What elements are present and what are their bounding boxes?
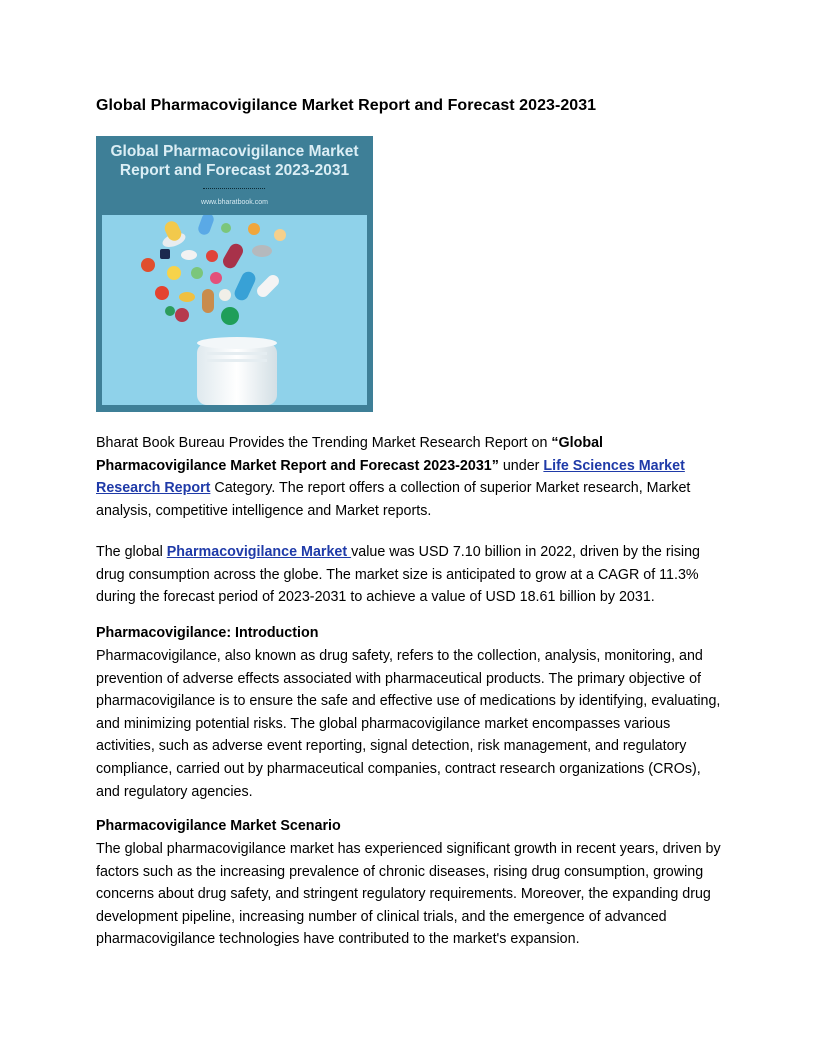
- market-paragraph: [96, 541, 724, 609]
- category-link[interactable]: Life Sciences Market Research Report: [96, 457, 685, 497]
- report-title-quote: “Global Pharmacovigilance Market Report and Forecast 2023-2031”: [96, 435, 604, 474]
- scenario-body: The global pharmacovigilance market has experienced significant growth in recent years, driven by factors such as the increasing prevalence of chronic diseases, rising drug consumption, growing concerns about drug safety, and stringent regulatory requirements. Moreover, the expanding drug development pipeline, increasing number of clinical trials, and the emergence of advanced pharmacovigilance technologies have contributed to the market's expansion.: [96, 841, 721, 948]
- market-link[interactable]: Pharmacovigilance Market: [166, 544, 352, 560]
- pills-illustration: [102, 215, 367, 405]
- cover-url: www.bharatbook.com: [201, 199, 268, 206]
- scenario-heading: Pharmacovigilance Market Scenario: [96, 818, 341, 834]
- pills-photo: [102, 215, 367, 405]
- intro-text-under: under: [498, 457, 544, 474]
- cover-title-line1: Global Pharmacovigilance Market: [110, 143, 359, 160]
- document-title: Global Pharmacovigilance Market Report and Forecast 2023-2031: [96, 97, 597, 114]
- intro-text-category: Category. The report offers a collection of superior Market research, Market analysis, competitive intelligence and Market reports.: [96, 480, 691, 519]
- introduction-body: Pharmacovigilance, also known as drug safety, refers to the collection, analysis, monitoring, and prevention of adverse effects associated with pharmaceutical products. The primary objective of pharmacovigilance is to ensure the safe and effective use of medications by identifying, evaluating, and minimizing potential risks. The global pharmacovigilance market encompasses various activities, such as adverse event reporting, signal detection, risk management, and regulatory compliance, carried out by pharmaceutical companies, contract research organizations (CROs), and regulatory agencies.: [96, 648, 721, 800]
- intro-paragraph: [96, 432, 724, 522]
- market-text-body: value was USD 7.10 billion in 2022, driven by the rising drug consumption across the globe. The market size is anticipated to grow at a CAGR of 11.3% during the forecast period of 2023-2031 to achieve a value of USD 18.61 billion by 2031.: [96, 544, 700, 606]
- cover-title: [96, 142, 373, 180]
- report-cover-image: [96, 136, 373, 412]
- intro-text: Bharat Book Bureau Provides the Trending Market Research Report on: [96, 435, 552, 451]
- introduction-heading: Pharmacovigilance: Introduction: [96, 625, 319, 641]
- market-text-start: The global: [96, 544, 167, 560]
- cover-title-line2: Report and Forecast 2023-2031: [119, 162, 350, 179]
- cover-divider: [203, 188, 265, 189]
